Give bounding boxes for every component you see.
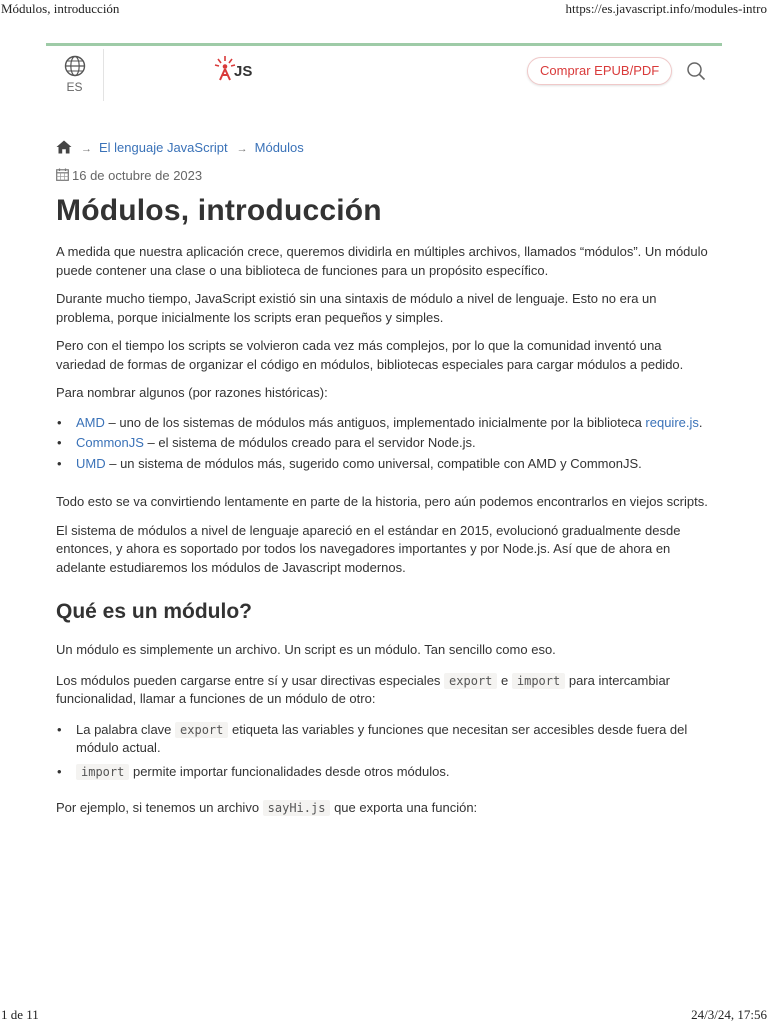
- inline-code: export: [175, 722, 228, 738]
- print-page-url: https://es.javascript.info/modules-intro: [565, 1, 767, 16]
- logo-text: JS: [234, 63, 253, 80]
- breadcrumb-separator: →: [236, 143, 248, 155]
- site-logo[interactable]: [214, 54, 253, 84]
- history-paragraph-2: El sistema de módulos a nivel de lenguaje apareció en el estándar en 2015, evolucionó gradualmente desde entonces, y ahora es soportado por todos los navegadores importantes y por Node.js. Así que de ahora en adelante estudiaremos los módulos de Javascript modernos.: [56, 522, 681, 575]
- breadcrumb: [56, 138, 712, 158]
- module-systems-list: [56, 414, 712, 474]
- intro-paragraph-1: A medida que nuestra aplicación crece, queremos dividirla en múltiples archivos, llamados “módulos”. Un módulo puede contener una clase o una biblioteca de funciones para un propósito específico.: [56, 244, 708, 278]
- section-bullet-list: [56, 721, 712, 782]
- commonjs-link[interactable]: CommonJS: [76, 435, 144, 450]
- page-title: Módulos, introducción: [56, 194, 382, 227]
- intro-paragraph-3: Pero con el tiempo los scripts se volvieron cada vez más complejos, por lo que la comunidad inventó una variedad de formas de organizar el código en módulos, bibliotecas especiales para cargar módulos a pedido.: [56, 338, 684, 372]
- home-icon[interactable]: [56, 140, 72, 154]
- history-paragraph-1: Todo esto se va convirtiendo lentamente en parte de la historia, pero aún podemos encontrarlos en viejos scripts.: [56, 494, 708, 509]
- language-code: ES: [66, 80, 83, 94]
- logo-figure-icon: [214, 54, 236, 84]
- breadcrumb-separator: →: [81, 143, 92, 155]
- print-header: [0, 1, 768, 17]
- print-datetime: 24/3/24, 17:56: [691, 1007, 767, 1022]
- language-switcher[interactable]: [46, 49, 104, 101]
- amd-link[interactable]: AMD: [76, 414, 105, 430]
- inline-code: export: [444, 673, 497, 689]
- site-topbar: [46, 43, 722, 99]
- section-paragraph-1: Un módulo es simplemente un archivo. Un script es un módulo. Tan sencillo como eso.: [56, 642, 556, 657]
- intro-paragraph-4: Para nombrar algunos (por razones históricas):: [56, 385, 328, 400]
- list-item: • La palabra clave export etiqueta las variables y funciones que necesitan ser accesibles desde fuera del módulo actual.: [56, 721, 712, 758]
- breadcrumb-link-javascript[interactable]: El lenguaje JavaScript: [99, 140, 228, 155]
- inline-code: import: [512, 673, 565, 689]
- buy-epub-pdf-button[interactable]: Comprar EPUB/PDF: [527, 57, 672, 85]
- section-heading: Qué es un módulo?: [56, 600, 253, 623]
- breadcrumb-link-modules[interactable]: Módulos: [254, 140, 304, 155]
- list-item: • CommonJS – el sistema de módulos creado para el servidor Node.js.: [56, 434, 712, 453]
- search-icon[interactable]: [686, 61, 706, 81]
- section-paragraph-3: Por ejemplo, si tenemos un archivo sayHi.js que exporta una función:: [56, 800, 478, 815]
- umd-link[interactable]: UMD: [76, 455, 106, 471]
- section-paragraph-2: Los módulos pueden cargarse entre sí y usar directivas especiales export e import para intercambiar funcionalidad, llamar a funciones de un módulo de otro:: [56, 672, 671, 706]
- list-item: • UMD – un sistema de módulos más, sugerido como universal, compatible con AMD y CommonJS.: [56, 455, 712, 474]
- publish-date: [56, 168, 712, 184]
- list-item: • AMD – uno de los sistemas de módulos más antiguos, implementado inicialmente por la biblioteca require.js.: [56, 414, 712, 433]
- print-page-number: 1 de 11: [1, 1007, 39, 1022]
- globe-icon: [64, 55, 86, 77]
- calendar-icon: [56, 168, 69, 181]
- publish-date-text: 16 de octubre de 2023: [72, 168, 203, 183]
- inline-code: sayHi.js: [263, 800, 331, 816]
- inline-code: import: [76, 764, 129, 780]
- intro-paragraph-2: Durante mucho tiempo, JavaScript existió sin una sintaxis de módulo a nivel de lenguaje. Esto no era un problema, porque inicialmente los scripts eran pequeños y simples.: [56, 291, 657, 325]
- list-item: • import permite importar funcionalidades desde otros módulos.: [56, 763, 712, 782]
- requirejs-link[interactable]: require.js: [645, 414, 699, 430]
- print-footer: [0, 1007, 768, 1023]
- print-page-title: Módulos, introducción: [1, 1, 120, 16]
- article: [56, 130, 712, 818]
